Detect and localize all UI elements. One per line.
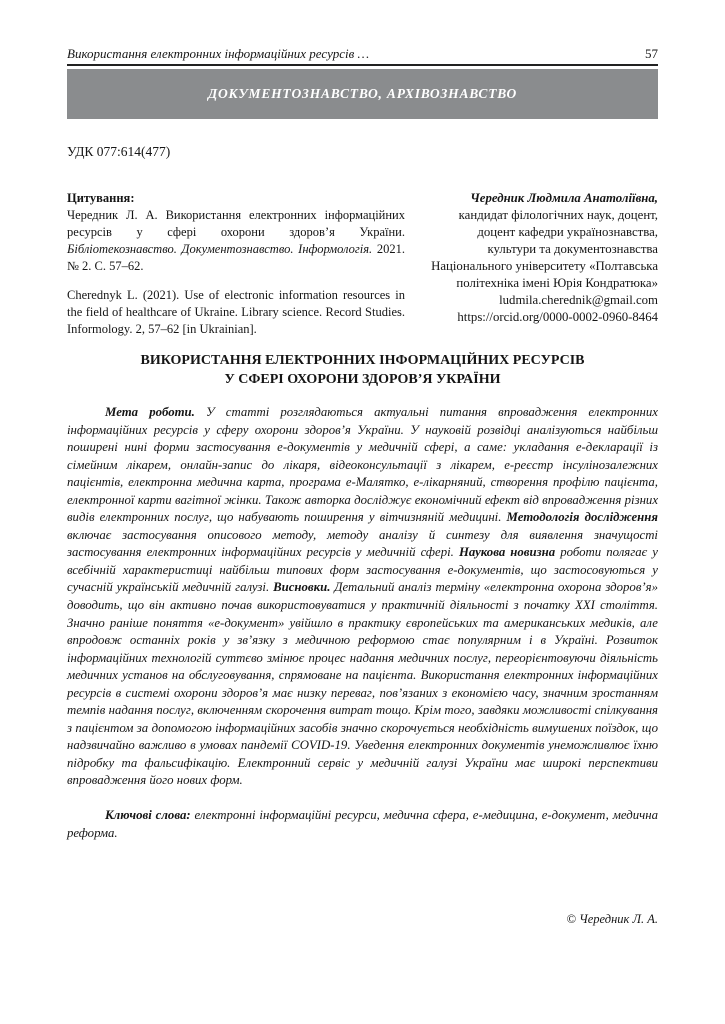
udc-code: УДК 077:614(477) <box>67 144 171 159</box>
article-title-line1: ВИКОРИСТАННЯ ЕЛЕКТРОННИХ ІНФОРМАЦІЙНИХ РЕСУРСІВ <box>140 353 585 368</box>
page-number: 57 <box>645 46 658 61</box>
footer-copyright: © Чередник Л. А. <box>566 912 658 926</box>
section-banner-label: ДОКУМЕНТОЗНАВСТВО, АРХІВОЗНАВСТВО <box>207 86 517 101</box>
author-name: Чередник Людмила Анатоліївна, <box>470 191 658 205</box>
author-orcid: https://orcid.org/0000-0002-0960-8464 <box>457 310 658 324</box>
citation-label: Цитування: <box>67 191 135 205</box>
running-title: Використання електронних інформаційних ресурсів … <box>67 46 370 61</box>
abstract-paragraph: Мета роботи. У статті розглядаються актуальні питання впровадження електронних інформаційних ресурсів у сферу охорони здоров’я України. У науковій розвідці аналізуються найбільш поширені нині форми застосування е-документів у медичній сфері, а саме: укладання е-декларації із сімейним лікарем, онлайн-запис до лікаря, відеоконсультації з лікарем, е-реєстр інсулінозалежних пацієнтів, електронна медична карта, програма е-Малятко, е-лікарняний, створення профілю пацієнта, електронної карти вагітної жінки. Також авторка досліджує економічний ефект від впровадження різних видів електронних послуг, що набувають поширення у вітчизняній медицині. Методологія дослідження включає застосування описового методу, методу аналізу й синтезу для виявлення значущості застосування електронних інформаційних ресурсів у медичній сфері. Наукова новизна роботи полягає у всебічній характеристиці найбільш типових форм застосування е-документів, що застосовуються у сучасній українській медичній галузі. Висновки. Детальний аналіз терміну «електронна охорона здоров’я» доводить, що він активно почав використовуватися у практичній діяльності з початку XXI століття. Значно раніше поняття «е-документ» увійшло в практику європейських та американських медиків, але впродовж останніх років у зв’язку з медичною реформою стає популярним і в Україні. Розвиток інформаційних технологій суттєво змінює процес надання медичних послуг, переорієнтовуючи діяльність медичних установ на обслуговування, спрямоване на пацієнта. Використання електронних інформаційних ресурсів в системі охорони здоров’я має низку переваг, пов’язаних з економією часу, значним зростанням темпів надання послуг, включенням скорочення витрат тощо. Крім того, завдяки можливості спілкування з пацієнтом за допомогою інформаційних засобів значно скорочується необхідність вимушених поїздок, що надзвичайно важливо в умовах пандемії COVID-19. Уведення електронних документів унеможливлює їхню підробку та фальсифікацію. Електронний сервіс у медичній галузі України має широкі перспективи впровадження його нових форм. <box>67 405 658 788</box>
author-university-line1: Національного університету «Полтавська <box>431 259 658 273</box>
citation-english: Cherednyk L. (2021). Use of electronic information resources in the field of healthcare of Ukraine. Library science. Record Studies. Informology. 2, 57–62 [in Ukrainian]. <box>67 288 405 336</box>
author-degree: кандидат філологічних наук, доцент, <box>458 208 658 222</box>
page-content <box>67 0 658 855</box>
meta-row <box>67 190 658 338</box>
article-title-line2: У СФЕРІ ОХОРОНИ ЗДОРОВ’Я УКРАЇНИ <box>224 372 501 387</box>
author-block <box>420 190 658 338</box>
section-banner <box>67 69 658 119</box>
keywords-paragraph: Ключові слова: електронні інформаційні ресурси, медична сфера, е-медицина, е-документ, медична реформа. <box>67 808 658 840</box>
citation-block <box>67 190 405 338</box>
running-head <box>67 46 658 66</box>
author-department: культури та документознавства <box>487 242 658 256</box>
citation-ukrainian: Чередник Л. А. Використання електронних інформаційних ресурсів у сфері охорони здоров’я України. Бібліотекознавство. Документознавство. Інформологія. 2021. № 2. С. 57–62. <box>67 208 405 273</box>
author-email: ludmila.cherednik@gmail.com <box>499 293 658 307</box>
author-university-line2: політехніка імені Юрія Кондратюка» <box>456 276 658 290</box>
author-position: доцент кафедри українознавства, <box>477 225 658 239</box>
article-title <box>67 351 658 389</box>
